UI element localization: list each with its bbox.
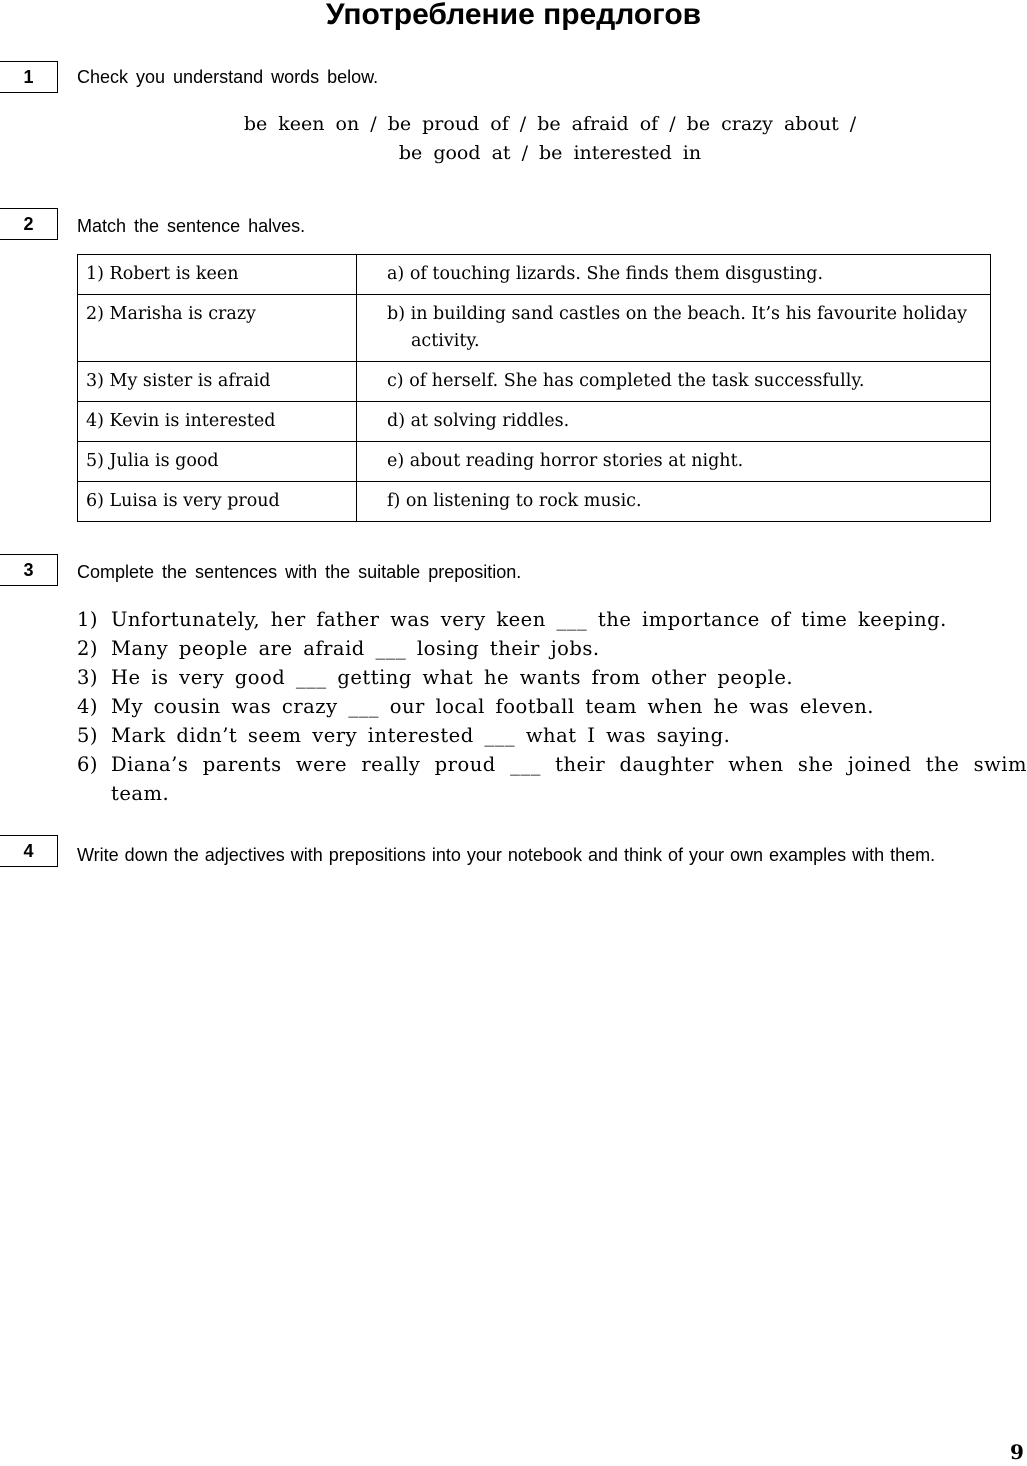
sentence-start: 2) Marisha is crazy (78, 295, 357, 362)
phrase-line-1: be keen on / be proud of / be afraid of / be crazy about / (243, 113, 857, 135)
ending-text: of touching lizards. She finds them disgusting. (409, 264, 824, 284)
phrase-list (0, 110, 1027, 168)
exercise-4-instruction: Write down the adjectives with prepositions into your notebook and think of your own examples with them. (77, 845, 936, 865)
ending-label: a) (387, 264, 405, 284)
page-title: Употребление предлогов (325, 0, 702, 31)
ending-label: f) (387, 491, 401, 511)
sentence-end (357, 482, 991, 522)
sentence-start: 6) Luisa is very proud (78, 482, 357, 522)
list-item (77, 692, 1027, 721)
item-text: My cousin was crazy ___ our local football team when he was eleven. (111, 695, 875, 718)
item-number: 5) (77, 724, 99, 747)
item-text: Unfortunately, her father was very keen ___ the importance of time keeping. (111, 608, 947, 631)
gap-fill-list (77, 605, 1027, 808)
item-text: He is very good ___ getting what he wants from other people. (111, 666, 794, 689)
item-text: Mark didn’t seem very interested ___ what I was saying. (111, 724, 731, 747)
ending-label: e) (387, 451, 405, 471)
ending-text: of herself. She has completed the task successfully. (409, 371, 865, 391)
item-text: Diana’s parents were really proud ___ their daughter when she joined the swim team. (111, 753, 1027, 805)
list-item (77, 605, 1027, 634)
exercise-2-number: 2 (0, 208, 58, 240)
ending-text: on listening to rock music. (405, 491, 642, 511)
item-number: 1) (77, 608, 99, 631)
exercise-1-number: 1 (0, 61, 58, 93)
phrase-line-2: be good at / be interested in (398, 142, 702, 164)
list-item (77, 750, 1027, 808)
list-item (77, 663, 1027, 692)
item-text: Many people are afraid ___ losing their jobs. (111, 637, 600, 660)
sentence-end (357, 255, 991, 295)
item-number: 3) (77, 666, 99, 689)
sentence-start: 3) My sister is afraid (78, 362, 357, 402)
item-number: 6) (77, 753, 99, 776)
table-row (78, 402, 991, 442)
table-row (78, 255, 991, 295)
match-table (77, 254, 991, 522)
ending-text: at solving riddles. (410, 411, 570, 431)
sentence-start: 5) Julia is good (78, 442, 357, 482)
table-row (78, 482, 991, 522)
exercise-4-number: 4 (0, 835, 58, 867)
sentence-end (357, 402, 991, 442)
exercise-3-number: 3 (0, 554, 58, 586)
table-row (78, 295, 991, 362)
sentence-end (357, 442, 991, 482)
ending-label: c) (387, 371, 404, 391)
page-number: 9 (1010, 1440, 1024, 1464)
table-row (78, 362, 991, 402)
sentence-end (357, 362, 991, 402)
ending-label: d) (387, 411, 406, 431)
exercise-1-instruction: Check you understand words below. (77, 67, 379, 87)
sentence-start: 1) Robert is keen (78, 255, 357, 295)
item-number: 4) (77, 695, 99, 718)
sentence-start: 4) Kevin is interested (78, 402, 357, 442)
list-item (77, 721, 1027, 750)
item-number: 2) (77, 637, 99, 660)
ending-text: in building sand castles on the beach. It’s his favourite holiday activity. (410, 304, 968, 351)
ending-label: b) (387, 304, 406, 324)
exercise-2-instruction: Match the sentence halves. (77, 216, 306, 236)
table-row (78, 442, 991, 482)
sentence-end (357, 295, 991, 362)
list-item (77, 634, 1027, 663)
ending-text: about reading horror stories at night. (409, 451, 744, 471)
exercise-3-instruction: Complete the sentences with the suitable preposition. (77, 562, 522, 582)
